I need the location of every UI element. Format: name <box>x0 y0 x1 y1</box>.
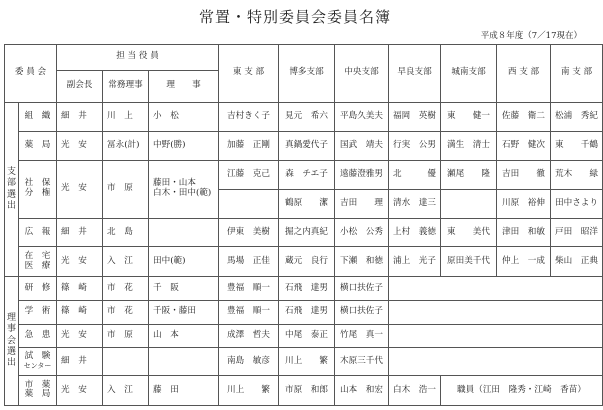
member-cell: 上村 義徳 <box>389 218 441 247</box>
member-cell: 戸田 昭洋 <box>551 218 603 247</box>
member-cell: 木原三千代 <box>335 348 389 376</box>
vice-chair-cell: 光 安 <box>57 324 103 348</box>
header-branch-west: 西 支 部 <box>497 45 551 103</box>
committee-name: 組 織 <box>19 102 57 131</box>
header-row-1 <box>5 45 603 71</box>
director-cell: 田中(範) <box>149 247 219 277</box>
committee-name: 学 術 <box>19 300 57 324</box>
empty-cell <box>389 277 603 301</box>
member-cell: 真鍋愛代子 <box>279 131 335 160</box>
member-cell: 蔵元 良行 <box>279 247 335 277</box>
exec-director-cell: 市 原 <box>103 324 149 348</box>
header-branch-chuo: 中央支部 <box>335 45 389 103</box>
exec-director-cell: 冨永(計) <box>103 131 149 160</box>
vice-chair-cell: 細 井 <box>57 348 103 376</box>
vice-chair-cell: 光 安 <box>57 160 103 218</box>
member-cell: 東 千鶴 <box>551 131 603 160</box>
exec-director-cell: 市 花 <box>103 300 149 324</box>
member-cell: 南島 敏彦 <box>219 348 279 376</box>
director-cell <box>149 348 219 376</box>
table-row <box>5 131 603 160</box>
member-cell: 中尾 泰正 <box>279 324 335 348</box>
member-cell: 横口扶佐子 <box>335 300 389 324</box>
member-cell: 下瀬 和徳 <box>335 247 389 277</box>
member-cell: 馬場 正佳 <box>219 247 279 277</box>
member-cell: 福岡 英樹 <box>389 102 441 131</box>
table-row <box>5 324 603 348</box>
page-title: 常置・特別委員会委員名簿 <box>198 8 391 26</box>
member-cell: 江藤 克己 <box>219 160 279 189</box>
exec-director-cell: 市 原 <box>103 160 149 218</box>
group-branch-elected: 支部選出 <box>5 102 19 277</box>
empty-cell <box>389 348 603 376</box>
member-cell: 市原 和郎 <box>279 375 335 405</box>
exec-director-cell: 市 花 <box>103 277 149 301</box>
member-cell: 成澤 哲夫 <box>219 324 279 348</box>
exec-director-cell: 入 江 <box>103 375 149 405</box>
table-row <box>5 160 603 189</box>
member-cell: 仲上 一成 <box>497 247 551 277</box>
committee-name: 研 修 <box>19 277 57 301</box>
member-cell: 松浦 秀紀 <box>551 102 603 131</box>
member-cell: 豊福 順一 <box>219 277 279 301</box>
member-cell: 見元 希六 <box>279 102 335 131</box>
year-note: 平成８年度（7／17現在） <box>480 31 582 41</box>
member-cell: 津田 和敏 <box>497 218 551 247</box>
vice-chair-cell: 光 安 <box>57 375 103 405</box>
member-cell: 伊東 美樹 <box>219 218 279 247</box>
table-row <box>5 348 603 376</box>
header-branch-east: 東 支 部 <box>219 45 279 103</box>
vice-chair-cell: 細 井 <box>57 218 103 247</box>
committee-name: 試 験 センター <box>19 348 57 376</box>
group-board-elected: 理事会選出 <box>5 277 19 406</box>
header-branch-sawara: 早良支部 <box>389 45 441 103</box>
member-cell: 竹尾 真一 <box>335 324 389 348</box>
member-cell: 吉田 理 <box>335 189 389 218</box>
member-cell: 国武 靖夫 <box>335 131 389 160</box>
director-cell: 藤 田 <box>149 375 219 405</box>
table-row <box>5 247 603 277</box>
vice-chair-cell: 光 安 <box>57 247 103 277</box>
member-cell <box>219 189 279 218</box>
member-cell: 浦上 光子 <box>389 247 441 277</box>
member-cell: 荒木 緑 <box>551 160 603 189</box>
header-branch-south: 南 支 部 <box>551 45 603 103</box>
member-cell: 掘之内真紀 <box>279 218 335 247</box>
member-cell: 川原 裕伸 <box>497 189 551 218</box>
member-cell: 北 優 <box>389 160 441 189</box>
member-cell: 加藤 正剛 <box>219 131 279 160</box>
vice-chair-cell: 細 井 <box>57 102 103 131</box>
header-branch-jonan: 城南支部 <box>441 45 497 103</box>
director-cell: 山 本 <box>149 324 219 348</box>
header-branch-hakata: 博多支部 <box>279 45 335 103</box>
member-cell: 小松 公秀 <box>335 218 389 247</box>
director-cell: 千阪・藤田 <box>149 300 219 324</box>
member-cell: 満生 清士 <box>441 131 497 160</box>
member-cell: 鶴原 潔 <box>279 189 335 218</box>
member-cell <box>441 189 497 218</box>
member-cell: 横口扶佐子 <box>335 277 389 301</box>
member-cell: 吉村きく子 <box>219 102 279 131</box>
director-cell: 小 松 <box>149 102 219 131</box>
committee-roster-table <box>4 44 603 406</box>
member-cell: 川上 繁 <box>219 375 279 405</box>
director-cell: 藤田・山本 白木・田中(範) <box>149 160 219 218</box>
staff-note: 職員（江田 隆秀・江崎 香苗） <box>441 375 603 405</box>
table-row <box>5 277 603 301</box>
member-cell: 石野 健次 <box>497 131 551 160</box>
table-row <box>5 300 603 324</box>
header-officers: 担 当 役 員 <box>57 45 219 71</box>
member-cell: 原田美千代 <box>441 247 497 277</box>
header-committee: 委 員 会 <box>5 45 57 103</box>
exec-director-cell: 入 江 <box>103 247 149 277</box>
committee-name: 広 報 <box>19 218 57 247</box>
member-cell: 石飛 達男 <box>279 277 335 301</box>
committee-name: 薬 局 <box>19 131 57 160</box>
exec-director-cell: 川 上 <box>103 102 149 131</box>
empty-cell <box>389 324 603 348</box>
vice-chair-cell: 篠 崎 <box>57 277 103 301</box>
empty-cell <box>389 300 603 324</box>
member-cell: 田中さより <box>551 189 603 218</box>
committee-name: 急 患 <box>19 324 57 348</box>
member-cell: 山本 和宏 <box>335 375 389 405</box>
header-vice-chair: 副会長 <box>57 70 103 102</box>
member-cell: 川上 繁 <box>279 348 335 376</box>
director-cell: 千 阪 <box>149 277 219 301</box>
table-row <box>5 375 603 405</box>
vice-chair-cell: 光 安 <box>57 131 103 160</box>
member-cell: 白木 浩一 <box>389 375 441 405</box>
member-cell: 清水 達三 <box>389 189 441 218</box>
member-cell: 豊福 順一 <box>219 300 279 324</box>
member-cell: 行実 公男 <box>389 131 441 160</box>
table-row <box>5 102 603 131</box>
member-cell: 森 チエ子 <box>279 160 335 189</box>
member-cell: 瀬尾 隆 <box>441 160 497 189</box>
header-exec-director: 常務理事 <box>103 70 149 102</box>
director-cell <box>149 218 219 247</box>
table-row <box>5 218 603 247</box>
committee-name: 在 宅 医 療 <box>19 247 57 277</box>
member-cell: 柴山 正典 <box>551 247 603 277</box>
member-cell: 佐藤 衛二 <box>497 102 551 131</box>
member-cell: 遠藤澄雅男 <box>335 160 389 189</box>
member-cell: 東 美代 <box>441 218 497 247</box>
member-cell: 平島久美夫 <box>335 102 389 131</box>
member-cell: 吉田 徹 <box>497 160 551 189</box>
header-director: 理 事 <box>149 70 219 102</box>
vice-chair-cell: 篠 崎 <box>57 300 103 324</box>
member-cell: 石飛 達男 <box>279 300 335 324</box>
exec-director-cell <box>103 348 149 376</box>
committee-name: 市 薬 薬 局 <box>19 375 57 405</box>
member-cell: 東 健一 <box>441 102 497 131</box>
director-cell: 中野(勝) <box>149 131 219 160</box>
committee-name: 社 保 分 権 <box>19 160 57 218</box>
exec-director-cell: 北 島 <box>103 218 149 247</box>
